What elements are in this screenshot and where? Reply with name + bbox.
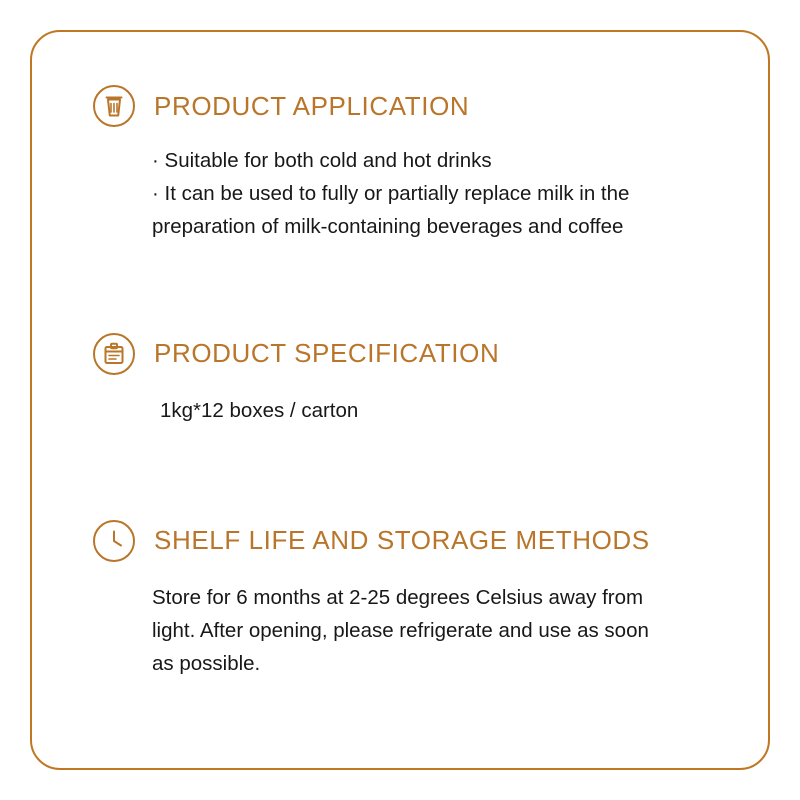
section-shelf-life-and-storage [92, 519, 728, 681]
spacer [92, 427, 728, 519]
body-line: light. After opening, please refrigerate and use as soon [152, 619, 649, 643]
body-line: Store for 6 months at 2-25 degrees Celsius away from [152, 585, 644, 609]
section-body [160, 394, 728, 427]
body-line: · It can be used to fully or partially replace milk in the [152, 182, 630, 206]
body-line: preparation of milk-containing beverages and coffee [152, 215, 624, 239]
section-body [152, 144, 728, 244]
section-title: PRODUCT APPLICATION [154, 90, 470, 121]
body-line: · Suitable for both cold and hot drinks [152, 149, 492, 172]
section-header [92, 332, 728, 376]
body-line: as possible. [152, 652, 261, 676]
section-header [92, 519, 728, 563]
section-title: SHELF LIFE AND STORAGE METHODS [154, 525, 650, 556]
section-product-specification [92, 332, 728, 427]
clock-icon [92, 519, 136, 563]
body-line: 1kg*12 boxes / carton [160, 398, 359, 422]
cup-icon [92, 84, 136, 128]
spacer [92, 244, 728, 332]
box-icon [92, 332, 136, 376]
section-title: PRODUCT SPECIFICATION [154, 338, 500, 369]
product-info-card [30, 30, 770, 770]
section-header [92, 84, 728, 128]
section-product-application [92, 84, 728, 244]
section-body [152, 581, 728, 681]
